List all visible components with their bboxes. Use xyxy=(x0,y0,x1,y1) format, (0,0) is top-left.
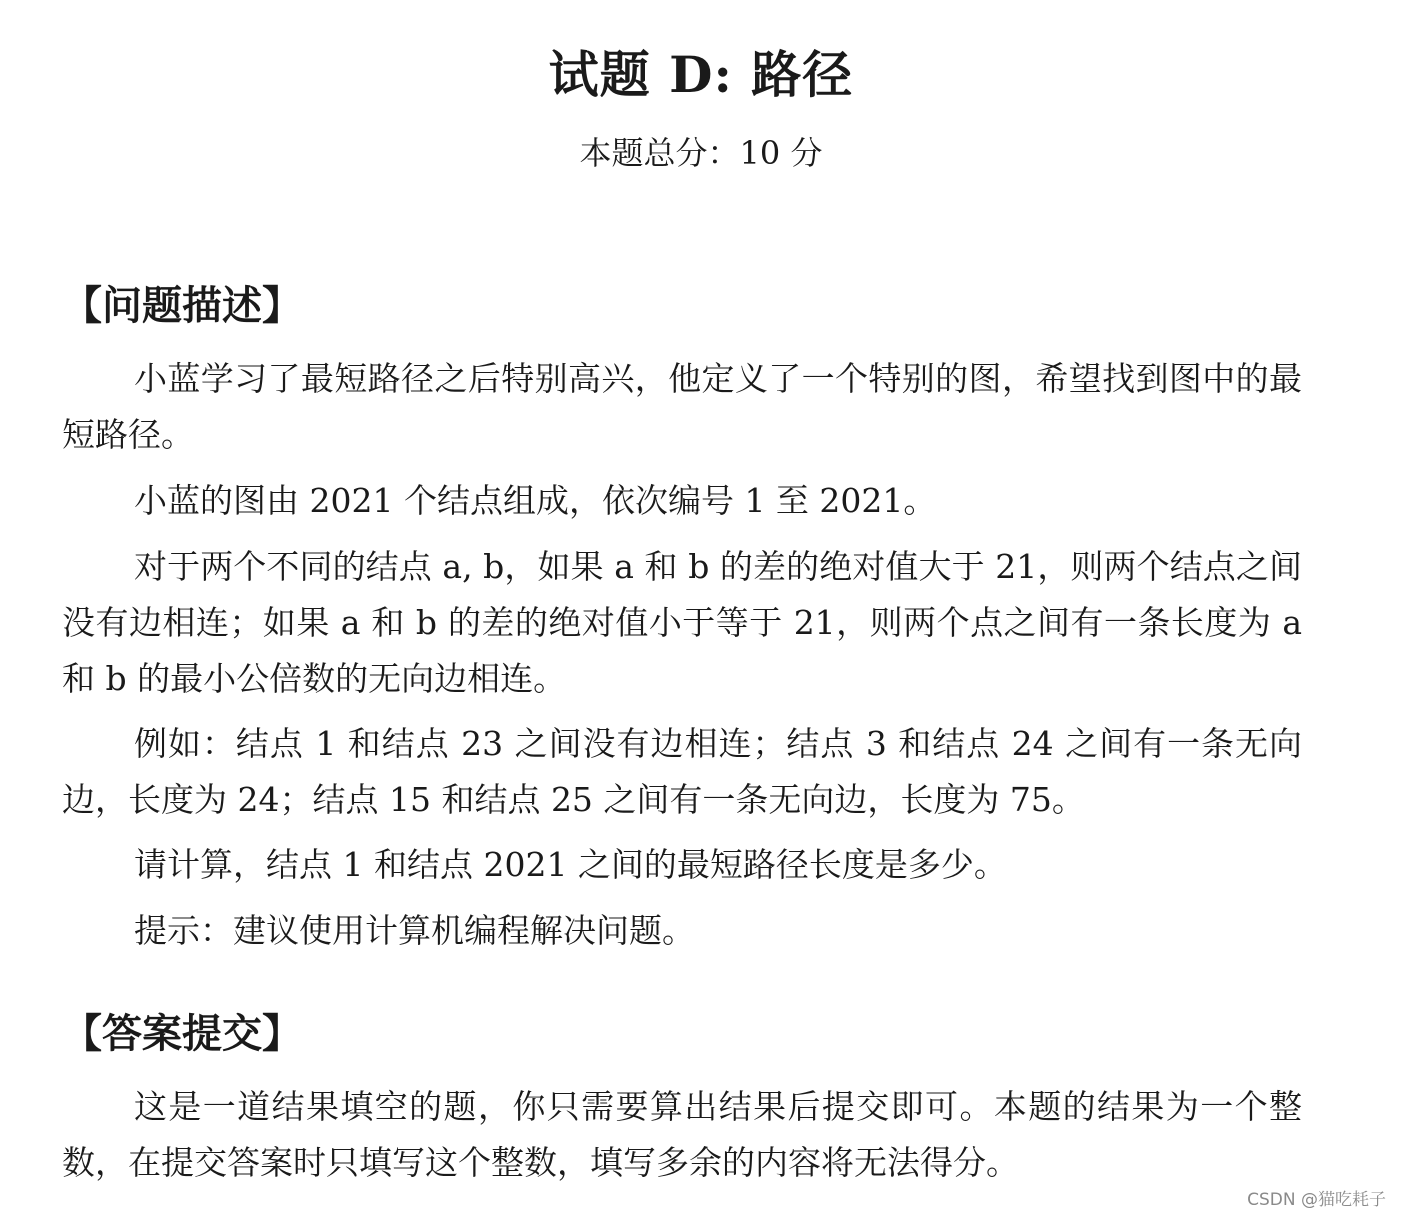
section-heading-submission: 【答案提交】 xyxy=(62,1011,302,1057)
problem-title: 试题 D: 路径 xyxy=(548,45,854,104)
description-paragraph-6: 提示：建议使用计算机编程解决问题。 xyxy=(134,911,695,950)
description-paragraph-5: 请计算，结点 1 和结点 2021 之间的最短路径长度是多少。 xyxy=(134,845,1007,884)
submission-paragraph-1: 这是一道结果填空的题，你只需要算出结果后提交即可。本题的结果为一个整数，在提交答案时只填写这个整数，填写多余的内容将无法得分。 xyxy=(62,1087,1302,1182)
description-paragraph-4: 例如：结点 1 和结点 23 之间没有边相连；结点 3 和结点 24 之间有一条无向边，长度为 24；结点 15 和结点 25 之间有一条无向边，长度为 75。 xyxy=(62,724,1302,819)
section-heading-description: 【问题描述】 xyxy=(62,283,302,329)
csdn-watermark: CSDN @猫吃耗子 xyxy=(1247,1190,1386,1210)
description-paragraph-3: 对于两个不同的结点 a, b，如果 a 和 b 的差的绝对值大于 21，则两个结点之间没有边相连；如果 a 和 b 的差的绝对值小于等于 21，则两个点之间有一条长度为 a 和 b 的最小公倍数的无向边相连。 xyxy=(62,547,1302,698)
description-paragraph-1: 小蓝学习了最短路径之后特别高兴，他定义了一个特别的图，希望找到图中的最短路径。 xyxy=(62,359,1302,454)
problem-score: 本题总分：10 分 xyxy=(579,134,823,172)
description-paragraph-2: 小蓝的图由 2021 个结点组成，依次编号 1 至 2021。 xyxy=(134,481,937,520)
